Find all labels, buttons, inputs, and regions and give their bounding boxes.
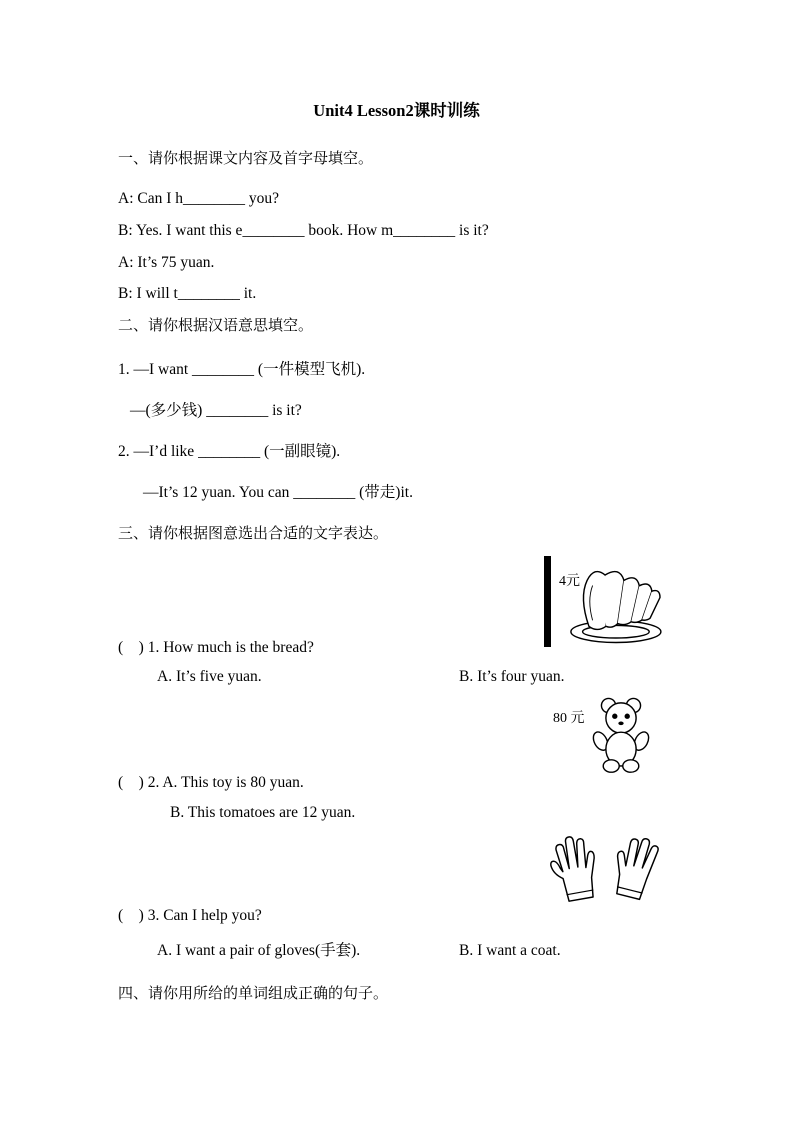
question-1-text: ( ) 1. How much is the bread? — [118, 639, 314, 656]
section1-heading: 一、请你根据课文内容及首字母填空。 — [118, 151, 374, 167]
section4-heading: 四、请你用所给的单词组成正确的句子。 — [118, 986, 389, 1002]
question-2-option-b: B. This tomatoes are 12 yuan. — [170, 804, 356, 821]
toy-price-label: 80 元 — [553, 711, 585, 726]
fill-line-2: —(多少钱) ________ is it? — [130, 402, 302, 419]
panda-toy-icon — [588, 694, 654, 774]
question-3-option-b: B. I want a coat. — [459, 942, 561, 959]
fill-line-1: 1. —I want ________ (一件模型飞机). — [118, 361, 366, 378]
question-2-text: ( ) 2. A. This toy is 80 yuan. — [118, 774, 304, 791]
dialog-line-4: B: I will t________ it. — [118, 285, 257, 302]
dialog-line-2: B: Yes. I want this e________ book. How m________ is it? — [118, 222, 489, 239]
dialog-line-1: A: Can I h________ you? — [118, 190, 280, 207]
section3-heading: 三、请你根据图意选出合适的文字表达。 — [118, 526, 389, 542]
dialog-line-3: A: It’s 75 yuan. — [118, 254, 215, 271]
bread-price-label: 4元 — [559, 574, 580, 589]
pair-of-gloves-icon — [548, 833, 666, 909]
fill-line-3: 2. —I’d like ________ (一副眼镜). — [118, 443, 341, 460]
page-title: Unit4 Lesson2课时训练 — [313, 101, 480, 120]
bread-on-plate-icon — [556, 557, 674, 647]
section2-heading: 二、请你根据汉语意思填空。 — [118, 318, 314, 334]
vertical-divider — [544, 556, 551, 647]
question-3-option-a: A. I want a pair of gloves(手套). — [157, 942, 361, 959]
question-3-text: ( ) 3. Can I help you? — [118, 907, 262, 924]
question-1-option-b: B. It’s four yuan. — [459, 668, 565, 685]
fill-line-4: —It’s 12 yuan. You can ________ (带走)it. — [143, 484, 413, 501]
question-1-option-a: A. It’s five yuan. — [157, 668, 262, 685]
